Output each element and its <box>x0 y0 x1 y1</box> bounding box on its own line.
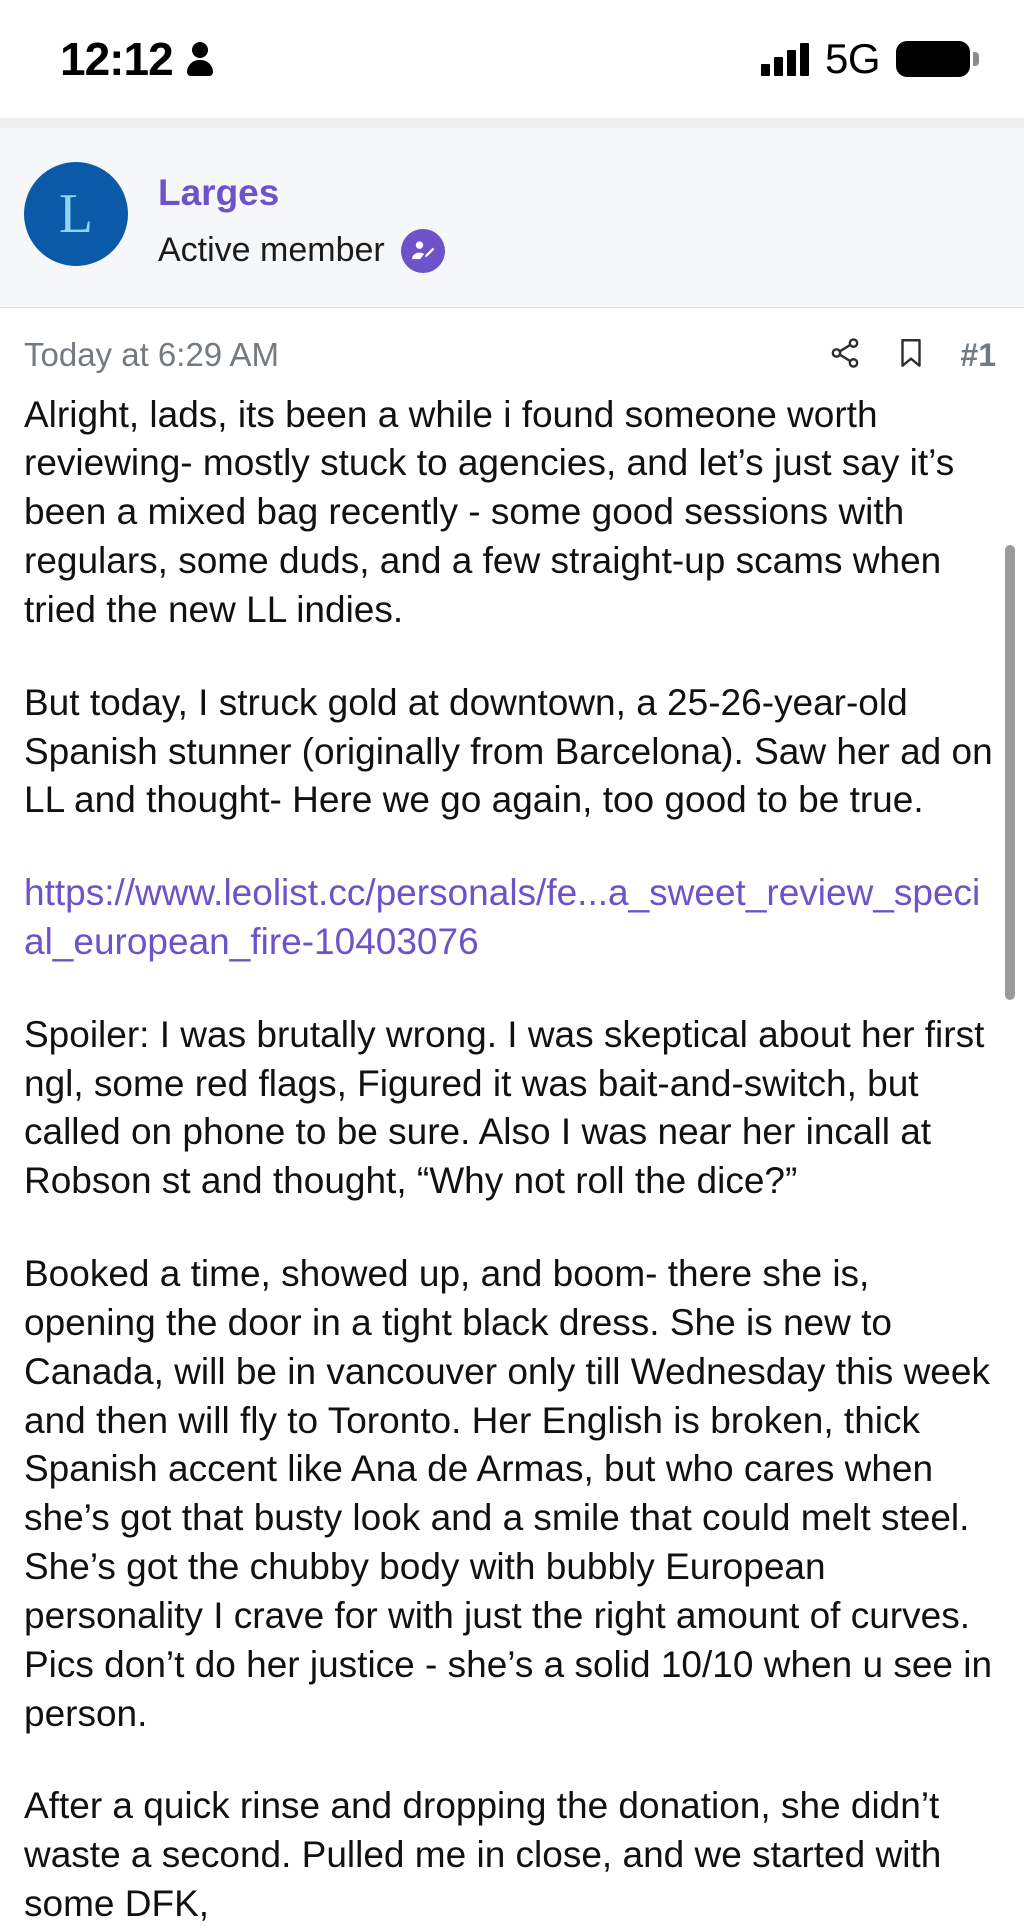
avatar[interactable]: L <box>24 162 128 266</box>
post-actions <box>828 336 996 375</box>
author-title-row <box>158 229 445 273</box>
share-icon[interactable] <box>828 336 862 375</box>
post-paragraph: Alright, lads, its been a while i found someone worth reviewing- mostly stuck to agencies, and let’s just say it’s been a mixed bag recently - some good sessions with regulars, some duds, and a few straight-up scams when tried the new LL indies. <box>24 393 955 630</box>
member-badge-icon <box>401 229 445 273</box>
post-paragraph: After a quick rinse and dropping the donation, she didn’t waste a second. Pulled me in close, and we started with some DFK, <box>24 1785 942 1925</box>
battery-full-icon <box>896 41 970 77</box>
post-paragraph: Spoiler: I was brutally wrong. I was skeptical about her first ngl, some red flags, Figured it was bait-and-switch, but called on phone to be sure. Also I was near her incall at Robson st and thought, “Why not roll the dice?” <box>24 1013 985 1202</box>
post-message-body <box>0 381 1024 1929</box>
bookmark-icon[interactable] <box>896 336 926 375</box>
external-link[interactable]: https://www.leolist.cc/personals/fe...a_sweet_review_special_european_fire-10403076 <box>24 872 981 962</box>
post-author-card <box>0 128 1024 308</box>
post-meta-row <box>0 308 1024 381</box>
post-number[interactable]: #1 <box>960 336 996 373</box>
status-bar <box>0 0 1024 118</box>
header-divider <box>0 118 1024 128</box>
post-timestamp[interactable]: Today at 6:29 AM <box>24 336 279 374</box>
author-name-link[interactable]: Larges <box>158 172 280 213</box>
author-user-title: Active member <box>158 231 385 270</box>
author-meta <box>158 162 445 273</box>
vertical-scrollbar[interactable] <box>1005 545 1015 1000</box>
network-type-label: 5G <box>824 35 880 82</box>
status-bar-left <box>60 32 213 86</box>
post-paragraph: Booked a time, showed up, and boom- there she is, opening the door in a tight black dress. She is new to Canada, will be in vancouver only till Wednesday this week and then will fly to Toronto. Her English is broken, thick Spanish accent like Ana de Armas, but who cares when she’s got that busty look and a smile that could melt steel. She’s got the chubby body with bubbly European personality I crave for with just the right amount of curves. Pics don’t do her justice - she’s a solid 10/10 when u see in person. <box>24 1253 993 1734</box>
person-icon <box>187 42 213 76</box>
post-paragraph: But today, I struck gold at downtown, a 25-26-year-old Spanish stunner (originally from Barcelona). Saw her ad on LL and thought- Here we go again, too good to be true. <box>24 681 993 821</box>
status-bar-clock: 12:12 <box>60 33 173 85</box>
signal-bars-icon <box>761 42 809 76</box>
status-bar-right <box>761 35 970 83</box>
post-link-paragraph <box>24 869 994 967</box>
